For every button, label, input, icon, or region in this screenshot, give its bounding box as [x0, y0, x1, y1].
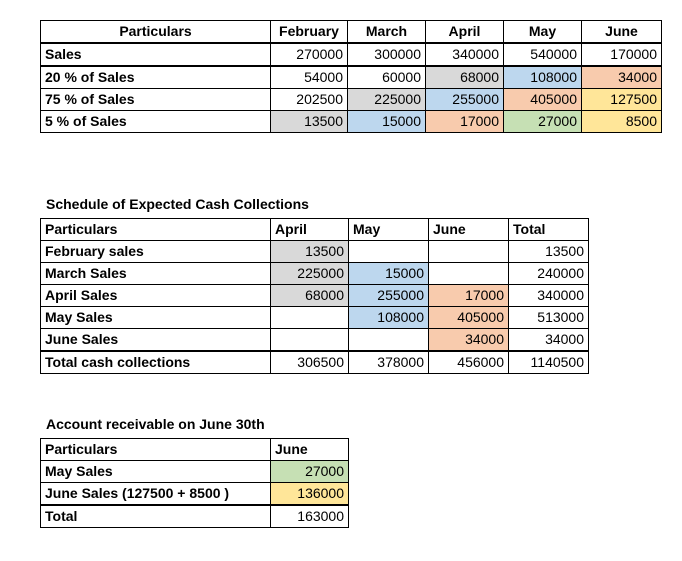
cell: 17000 [429, 285, 509, 307]
cell: 255000 [349, 285, 429, 307]
cell: 255000 [426, 89, 504, 111]
cell: 300000 [348, 43, 426, 66]
row-label: February sales [41, 241, 271, 263]
sales-header-may: May [504, 21, 582, 44]
collections-header-june: June [429, 219, 509, 241]
sales-header-february: February [271, 21, 348, 44]
collections-row [41, 263, 589, 285]
row-label: June Sales (127500 + 8500 ) [41, 483, 271, 506]
collections-title: Schedule of Expected Cash Collections [46, 196, 309, 212]
collections-header-particulars: Particulars [41, 219, 271, 241]
cell: 405000 [504, 89, 582, 111]
collections-table [40, 218, 589, 374]
row-label: Total [41, 505, 271, 528]
cell: 34000 [582, 66, 662, 89]
cell [429, 241, 509, 263]
sales-table [40, 20, 662, 133]
collections-header-april: April [271, 219, 349, 241]
cell: 8500 [582, 111, 662, 133]
row-label: 5 % of Sales [41, 111, 271, 133]
cell: 127500 [582, 89, 662, 111]
row-label: May Sales [41, 461, 271, 483]
cell: 240000 [509, 263, 589, 285]
cell: 340000 [426, 43, 504, 66]
sales-row [41, 111, 662, 133]
cell [349, 329, 429, 352]
cell: 17000 [426, 111, 504, 133]
total-label: Total cash collections [41, 351, 271, 374]
cell: 13500 [509, 241, 589, 263]
row-label: April Sales [41, 285, 271, 307]
cell: 13500 [271, 241, 349, 263]
receivable-title: Account receivable on June 30th [46, 416, 265, 432]
receivable-header-particulars: Particulars [41, 439, 271, 461]
receivable-row [41, 483, 349, 506]
cell: 225000 [348, 89, 426, 111]
sales-header-particulars: Particulars [41, 21, 271, 44]
sales-header-april: April [426, 21, 504, 44]
row-label: June Sales [41, 329, 271, 352]
collections-header-total: Total [509, 219, 589, 241]
cell: 15000 [348, 111, 426, 133]
collections-total-row [41, 351, 589, 374]
receivable-header-row [41, 439, 349, 461]
cell: 15000 [349, 263, 429, 285]
cell: 108000 [349, 307, 429, 329]
cell: 513000 [509, 307, 589, 329]
cell: 405000 [429, 307, 509, 329]
collections-row [41, 307, 589, 329]
cell: 540000 [504, 43, 582, 66]
cell: 340000 [509, 285, 589, 307]
cell: 60000 [348, 66, 426, 89]
sales-header-march: March [348, 21, 426, 44]
cell [429, 263, 509, 285]
total-cell: 456000 [429, 351, 509, 374]
total-cell: 306500 [271, 351, 349, 374]
collections-header-row [41, 219, 589, 241]
cell: 68000 [271, 285, 349, 307]
sales-row [41, 66, 662, 89]
cell: 27000 [504, 111, 582, 133]
sales-header-june: June [582, 21, 662, 44]
row-label: May Sales [41, 307, 271, 329]
cell: 225000 [271, 263, 349, 285]
sales-row [41, 89, 662, 111]
sales-row [41, 43, 662, 66]
cell: 13500 [271, 111, 348, 133]
cell: 108000 [504, 66, 582, 89]
cell: 202500 [271, 89, 348, 111]
row-label: Sales [41, 43, 271, 66]
cell: 27000 [271, 461, 349, 483]
cell: 136000 [271, 483, 349, 506]
cell [349, 241, 429, 263]
receivable-table [40, 438, 349, 528]
receivable-total-row [41, 505, 349, 528]
sales-header-row [41, 21, 662, 44]
cell: 34000 [509, 329, 589, 352]
row-label: 75 % of Sales [41, 89, 271, 111]
collections-row [41, 329, 589, 352]
cell: 54000 [271, 66, 348, 89]
receivable-header-june: June [271, 439, 349, 461]
cell: 34000 [429, 329, 509, 352]
row-label: March Sales [41, 263, 271, 285]
collections-row [41, 285, 589, 307]
collections-header-may: May [349, 219, 429, 241]
cell: 170000 [582, 43, 662, 66]
cell: 270000 [271, 43, 348, 66]
cell: 163000 [271, 505, 349, 528]
receivable-row [41, 461, 349, 483]
collections-row [41, 241, 589, 263]
total-cell: 1140500 [509, 351, 589, 374]
cell [271, 329, 349, 352]
row-label: 20 % of Sales [41, 66, 271, 89]
cell: 68000 [426, 66, 504, 89]
total-cell: 378000 [349, 351, 429, 374]
cell [271, 307, 349, 329]
